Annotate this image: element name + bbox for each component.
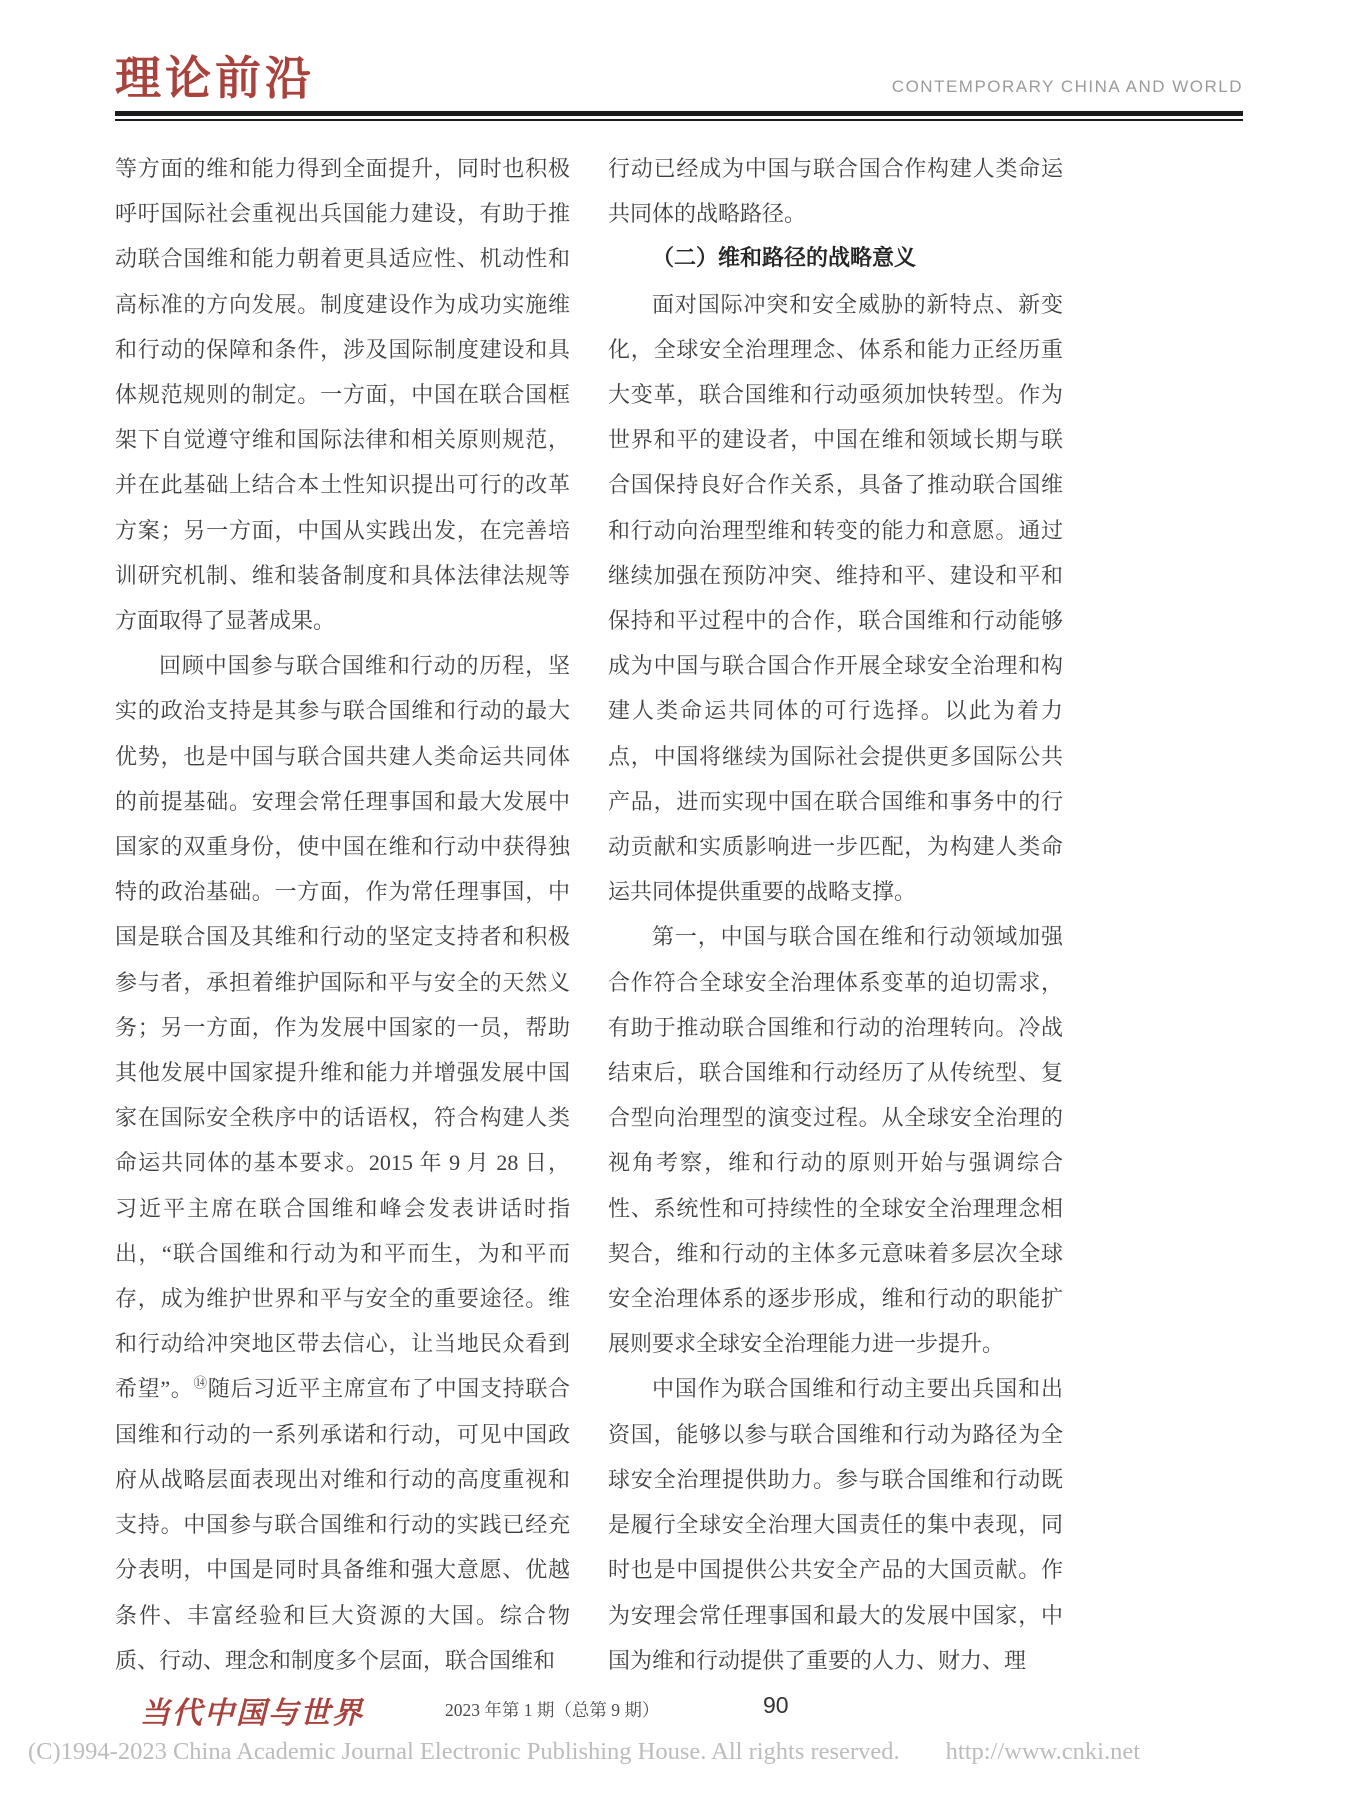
paragraph-continuation: 行动已经成为中国与联合国合作构建人类命运共同体的战略路径。 <box>608 156 1063 227</box>
journal-title-english: CONTEMPORARY CHINA AND WORLD <box>891 76 1243 96</box>
copyright-text: (C)1994-2023 China Academic Journal Electronic Publishing House. All rights reserved. <box>28 1738 900 1765</box>
page-number: 90 <box>763 1692 789 1718</box>
section-title: 理论前沿 <box>115 51 315 105</box>
subsection-heading: （二）维和路径的战略意义 <box>652 246 917 272</box>
left-column <box>115 146 570 1683</box>
page-footer <box>115 1688 1243 1731</box>
paragraph-text: 回顾中国参与联合国维和行动的历程，坚实的政治支持是其参与联合国维和行动的最大优势，也是中国与联合国共建人类命运共同体的前提基础。安理会常任理事国和最大发展中国家的双重身份，使中国在维和行动中获得独特的政治基础。一方面，作为常任理事国，中国是联合国及其维和行动的坚定支持者和积极参与者，承担着维护国际和平与安全的天然义务；另一方面，作为发展中国家的一员，帮助其他发展中国家提升维和能力并增强发展中国家在国际安全秩序中的话语权，符合构建人类命运共同体的基本要求。2015 年 9 月 28 日，习近平主席在联合国维和峰会发表讲话时指出，“联合国维和行动为和平而生，为和平而存，成为维护世界和平与安全的重要途径。维和行动给冲突地区带去信心，让当地民众看到希望”。 <box>115 653 570 1402</box>
article-body <box>115 146 1063 1683</box>
page-header <box>115 52 1243 121</box>
right-column <box>608 146 1063 1683</box>
paragraph-continuation: 等方面的维和能力得到全面提升，同时也积极呼吁国际社会重视出兵国能力建设，有助于推动联合国维和能力朝着更具适应性、机动性和高标准的方向发展。制度建设作为成功实施维和行动的保障和条件，涉及国际制度建设和具体规范规则的制定。一方面，中国在联合国框架下自觉遵守维和国际法律和相关原则规范，并在此基础上结合本土性知识提出可行的改革方案；另一方面，中国从实践出发，在完善培训研究机制、维和装备制度和具体法律法规等方面取得了显著成果。 <box>115 156 570 634</box>
footnote-marker-14: ⑭ <box>193 1376 208 1392</box>
paragraph: 面对国际冲突和安全威胁的新特点、新变化，全球安全治理理念、体系和能力正经历重大变革，联合国维和行动亟须加快转型。作为世界和平的建设者，中国在维和领域长期与联合国保持良好合作关系，具备了推动联合国维和行动向治理型维和转变的能力和意愿。通过继续加强在预防冲突、维持和平、建设和平和保持和平过程中的合作，联合国维和行动能够成为中国与联合国合作开展全球安全治理和构建人类命运共同体的可行选择。以此为着力点，中国将继续为国际社会提供更多国际公共产品，进而实现中国在联合国维和事务中的行动贡献和实质影响进一步匹配，为构建人类命运共同体提供重要的战略支撑。 <box>608 291 1063 905</box>
cnki-url: http://www.cnki.net <box>945 1738 1141 1765</box>
journal-name-calligraphy: 当代中国与世界 <box>140 1696 364 1731</box>
paragraph: 第一，中国与联合国在维和行动领域加强合作符合全球安全治理体系变革的迫切需求，有助于推动联合国维和行动的治理转向。冷战结束后，联合国维和行动经历了从传统型、复合型向治理型的演变过程。从全球安全治理的视角考察，维和行动的原则开始与强调综合性、系统性和可持续性的全球安全治理理念相契合，维和行动的主体多元意味着多层次全球安全治理体系的逐步形成，维和行动的职能扩展则要求全球安全治理能力进一步提升。 <box>608 924 1063 1357</box>
paragraph-text: 随后习近平主席宣布了中国支持联合国维和行动的一系列承诺和行动，可见中国政府从战略层面表现出对维和行动的高度重视和支持。中国参与联合国维和行动的实践已经充分表明，中国是同时具备维和强大意愿、优越条件、丰富经验和巨大资源的大国。综合物质、行动、理念和制度多个层面，联合国维和 <box>115 1376 570 1673</box>
paragraph: 中国作为联合国维和行动主要出兵国和出资国，能够以参与联合国维和行动为路径为全球安全治理提供助力。参与联合国维和行动既是履行全球安全治理大国责任的集中表现，同时也是中国提供公共安全产品的大国贡献。作为安理会常任理事国和最大的发展中国家，中国为维和行动提供了重要的人力、财力、理 <box>608 1376 1063 1673</box>
header-divider <box>115 111 1243 121</box>
header-divider-thin-line <box>115 119 1243 121</box>
copyright-line <box>28 1738 1348 1766</box>
issue-info: 2023 年第 1 期（总第 9 期） <box>445 1700 660 1720</box>
header-divider-thick-line <box>115 111 1243 116</box>
paragraph <box>115 643 570 1683</box>
